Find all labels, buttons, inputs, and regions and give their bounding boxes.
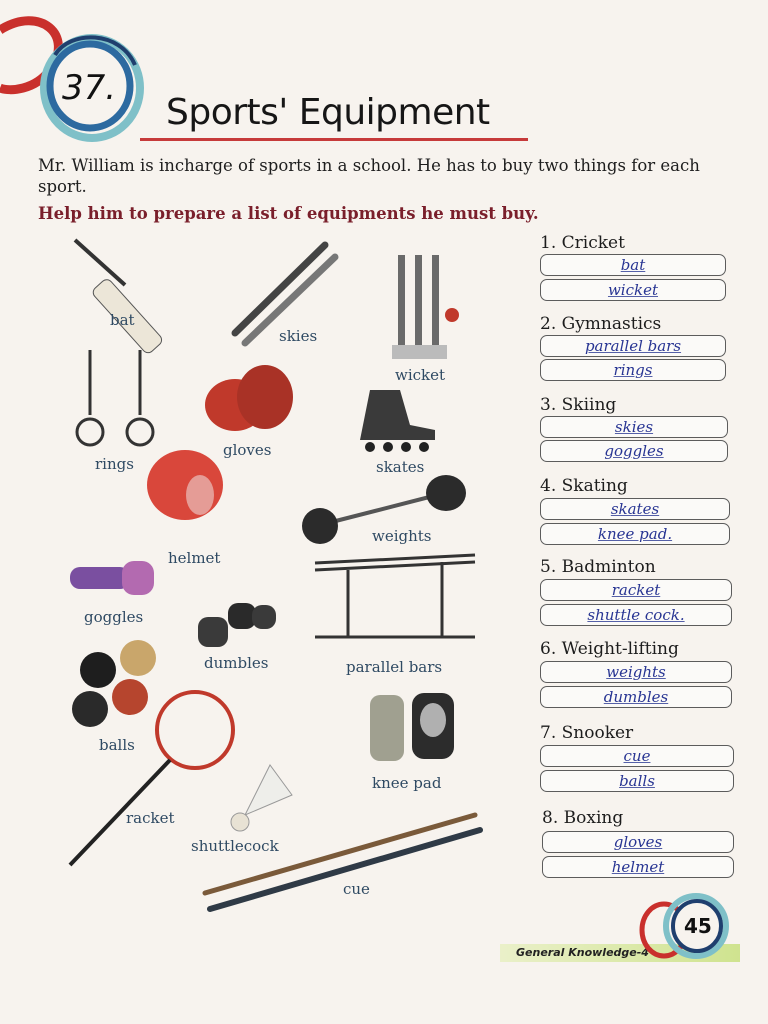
- shuttlecock-icon: [231, 765, 292, 831]
- answer-field[interactable]: [542, 831, 734, 853]
- answer-text: cue: [623, 747, 651, 765]
- answer-text: knee pad.: [597, 525, 673, 543]
- question-title: 3. Skiing: [540, 395, 617, 415]
- helmet-icon: [147, 450, 223, 520]
- answer-text: parallel bars: [584, 337, 682, 355]
- label-wicket: wicket: [395, 366, 446, 384]
- label-cue: cue: [343, 880, 370, 898]
- answer-field[interactable]: [540, 335, 726, 357]
- page-number-rings: [622, 890, 742, 960]
- rings-icon: [77, 350, 153, 445]
- gloves-icon: [205, 365, 293, 431]
- answer-field[interactable]: [540, 254, 726, 276]
- dumbles-icon: [198, 603, 276, 647]
- answer-text: racket: [611, 581, 661, 599]
- page-title: Sports' Equipment: [166, 92, 490, 133]
- answer-text: dumbles: [603, 688, 669, 706]
- answer-field[interactable]: [540, 686, 732, 708]
- wicket-icon: [392, 255, 459, 359]
- answer-field[interactable]: [540, 523, 730, 545]
- goggles-icon: [70, 561, 154, 595]
- answer-text: gloves: [613, 833, 663, 851]
- answer-field[interactable]: [540, 359, 726, 381]
- question-title: 1. Cricket: [540, 233, 625, 253]
- label-balls: balls: [99, 736, 135, 754]
- intro-text: Mr. William is incharge of sports in a school. He has to buy two things for each sport.: [38, 156, 700, 196]
- label-shuttlecock: shuttlecock: [191, 837, 279, 855]
- title-underline: [140, 138, 528, 141]
- answer-text: skies: [614, 418, 654, 436]
- knee-pad-icon: [370, 693, 454, 761]
- answer-text: shuttle cock.: [587, 606, 685, 624]
- question-title: 8. Boxing: [542, 808, 624, 828]
- answer-text: skates: [610, 500, 660, 518]
- question-title: 7. Snooker: [540, 723, 634, 743]
- skates-icon: [360, 390, 435, 452]
- label-gloves: gloves: [223, 441, 272, 459]
- question-title: 6. Weight-lifting: [540, 639, 679, 659]
- answer-text: goggles: [604, 442, 664, 460]
- answer-text: weights: [606, 663, 666, 681]
- answer-text: helmet: [611, 858, 665, 876]
- question-title: 4. Skating: [540, 476, 628, 496]
- label-goggles: goggles: [84, 608, 144, 626]
- answer-field[interactable]: [540, 279, 726, 301]
- equipment-illustrations: [30, 225, 500, 915]
- answer-field[interactable]: [540, 498, 730, 520]
- answer-field[interactable]: [540, 604, 732, 626]
- question-title: 2. Gymnastics: [540, 314, 662, 334]
- answer-field[interactable]: [540, 416, 728, 438]
- answer-field[interactable]: [540, 745, 734, 767]
- label-dumbles: dumbles: [204, 654, 269, 672]
- question-title: 5. Badminton: [540, 557, 656, 577]
- answer-text: rings: [613, 361, 653, 379]
- label-bat: bat: [110, 311, 135, 329]
- instruction-text: Help him to prepare a list of equipments he must buy.: [38, 204, 539, 223]
- answer-field[interactable]: [540, 661, 732, 683]
- answer-text: bat: [620, 256, 646, 274]
- footer-book-title: General Knowledge-4: [516, 946, 649, 959]
- balls-icon: [72, 640, 156, 727]
- label-knee-pad: knee pad: [372, 774, 442, 792]
- bat-icon: [75, 240, 164, 355]
- answer-field[interactable]: [540, 440, 728, 462]
- page-number: 45: [684, 914, 712, 938]
- answer-text: wicket: [607, 281, 659, 299]
- label-racket: racket: [126, 809, 175, 827]
- answer-field[interactable]: [540, 579, 732, 601]
- label-rings: rings: [95, 455, 134, 473]
- parallel-bars-icon: [315, 555, 475, 637]
- label-weights: weights: [372, 527, 432, 545]
- label-skates: skates: [376, 458, 425, 476]
- lesson-number: 37.: [62, 68, 117, 108]
- answer-field[interactable]: [542, 856, 734, 878]
- label-parallel-bars: parallel bars: [346, 658, 443, 676]
- label-skies: skies: [279, 327, 318, 345]
- label-helmet: helmet: [168, 549, 221, 567]
- answer-text: balls: [619, 772, 655, 790]
- answer-field[interactable]: [540, 770, 734, 792]
